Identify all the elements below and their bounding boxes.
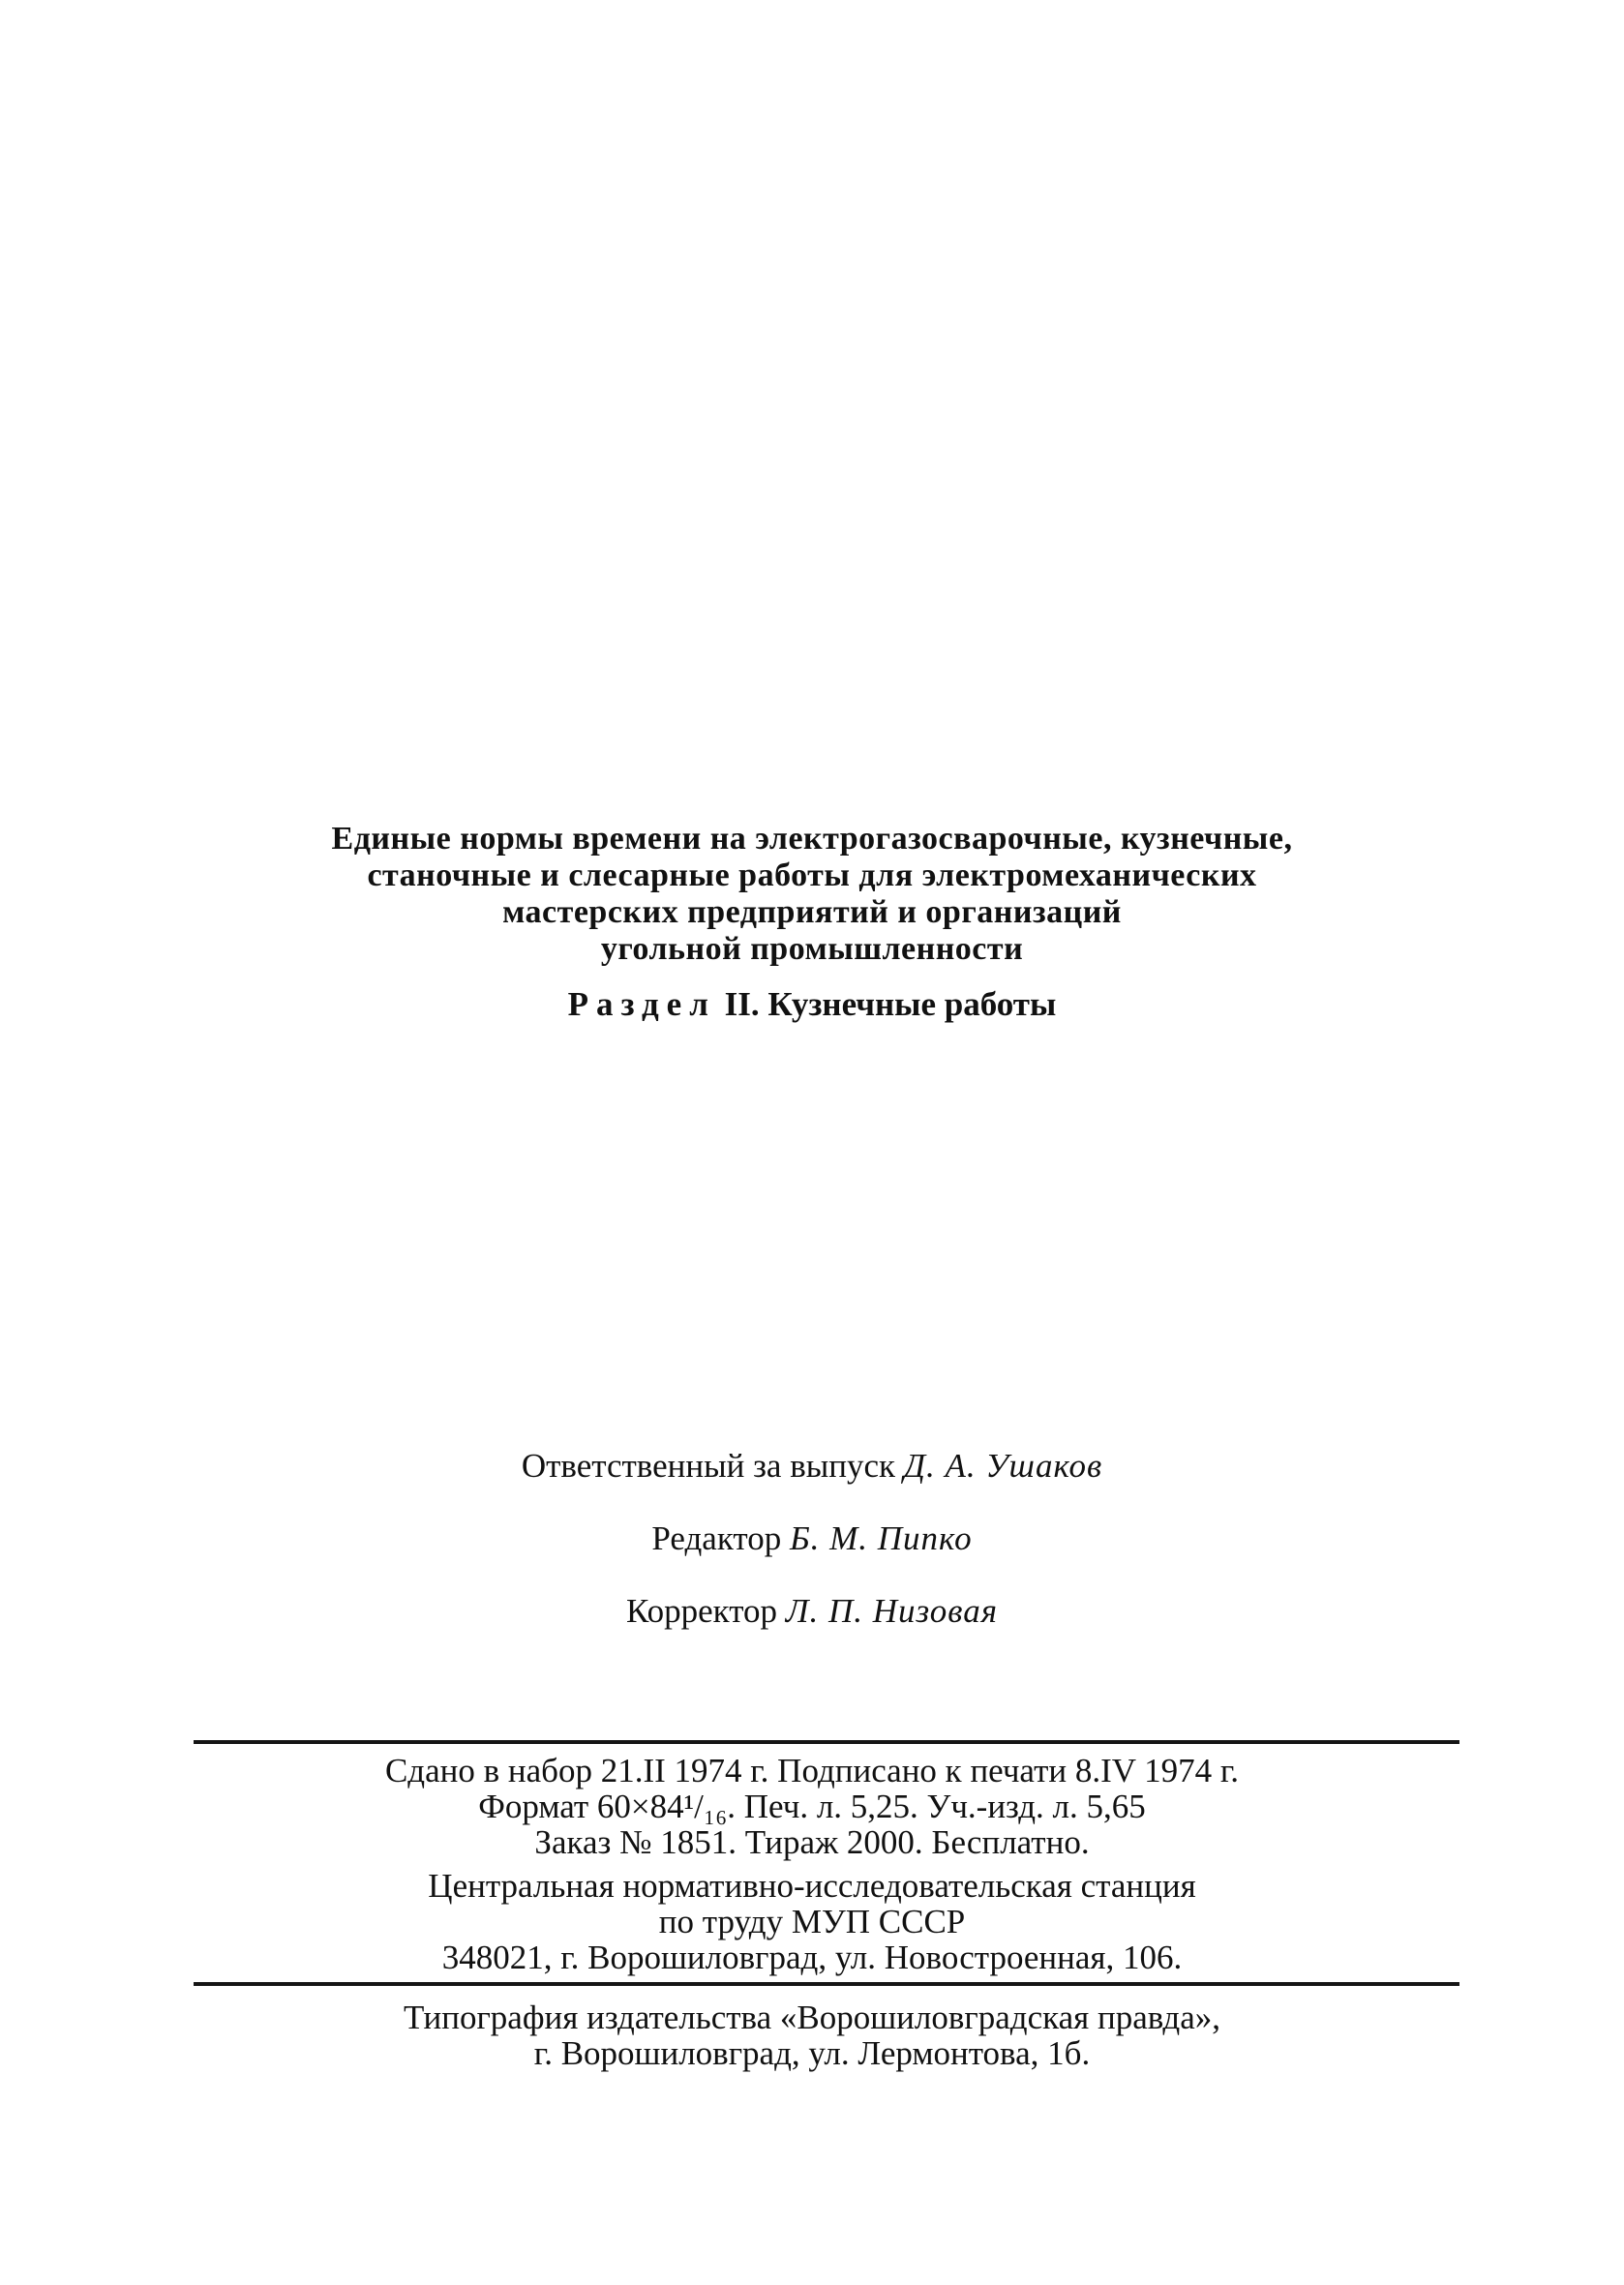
credit-role: Корректор <box>626 1592 786 1630</box>
credit-name: Б. М. Пипко <box>789 1519 973 1557</box>
imprint-block <box>280 1753 1344 1975</box>
printer-line-1: Типография издательства «Ворошиловградская правда», <box>403 1999 1221 2036</box>
title-line-3: мастерских предприятий и организаций <box>502 894 1122 930</box>
credit-name: Д. А. Ушаков <box>903 1447 1103 1485</box>
imprint-line-4: Центральная нормативно-исследовательская станция <box>428 1867 1196 1905</box>
imprint-line-5: по труду МУП СССР <box>658 1903 966 1940</box>
divider-top <box>194 1740 1459 1744</box>
title-line-1: Единые нормы времени на электрогазосварочные, кузнечные, <box>331 821 1293 857</box>
section-word: Раздел <box>567 985 716 1023</box>
credit-role: Редактор <box>651 1519 790 1557</box>
credit-role: Ответственный за выпуск <box>521 1447 904 1485</box>
credit-editor <box>280 1519 1344 1558</box>
section-title: II. Кузнечные работы <box>715 985 1057 1023</box>
printer-line-2: г. Ворошиловград, ул. Лермонтова, 1б. <box>533 2034 1091 2072</box>
divider-bottom <box>194 1982 1459 1986</box>
title-line-4: угольной промышленности <box>600 931 1024 967</box>
title-line-2: станочные и слесарные работы для электромеханических <box>367 857 1257 893</box>
credit-responsible <box>280 1447 1344 1486</box>
imprint-line-3: Заказ № 1851. Тираж 2000. Бесплатно. <box>534 1823 1090 1861</box>
imprint-line-6: 348021, г. Ворошиловград, ул. Новостроенная, 106. <box>441 1939 1183 1976</box>
printer-block <box>280 1999 1344 2071</box>
credit-proofreader <box>280 1592 1344 1631</box>
imprint-line-1: Сдано в набор 21.II 1974 г. Подписано к печати 8.IV 1974 г. <box>384 1752 1240 1789</box>
document-title <box>280 821 1344 1024</box>
imprint-line-2: Формат 60×84¹/₁₆. Печ. л. 5,25. Уч.-изд. л. 5,65 <box>478 1788 1146 1825</box>
section-heading <box>280 985 1344 1024</box>
credit-name: Л. П. Низовая <box>785 1592 998 1630</box>
